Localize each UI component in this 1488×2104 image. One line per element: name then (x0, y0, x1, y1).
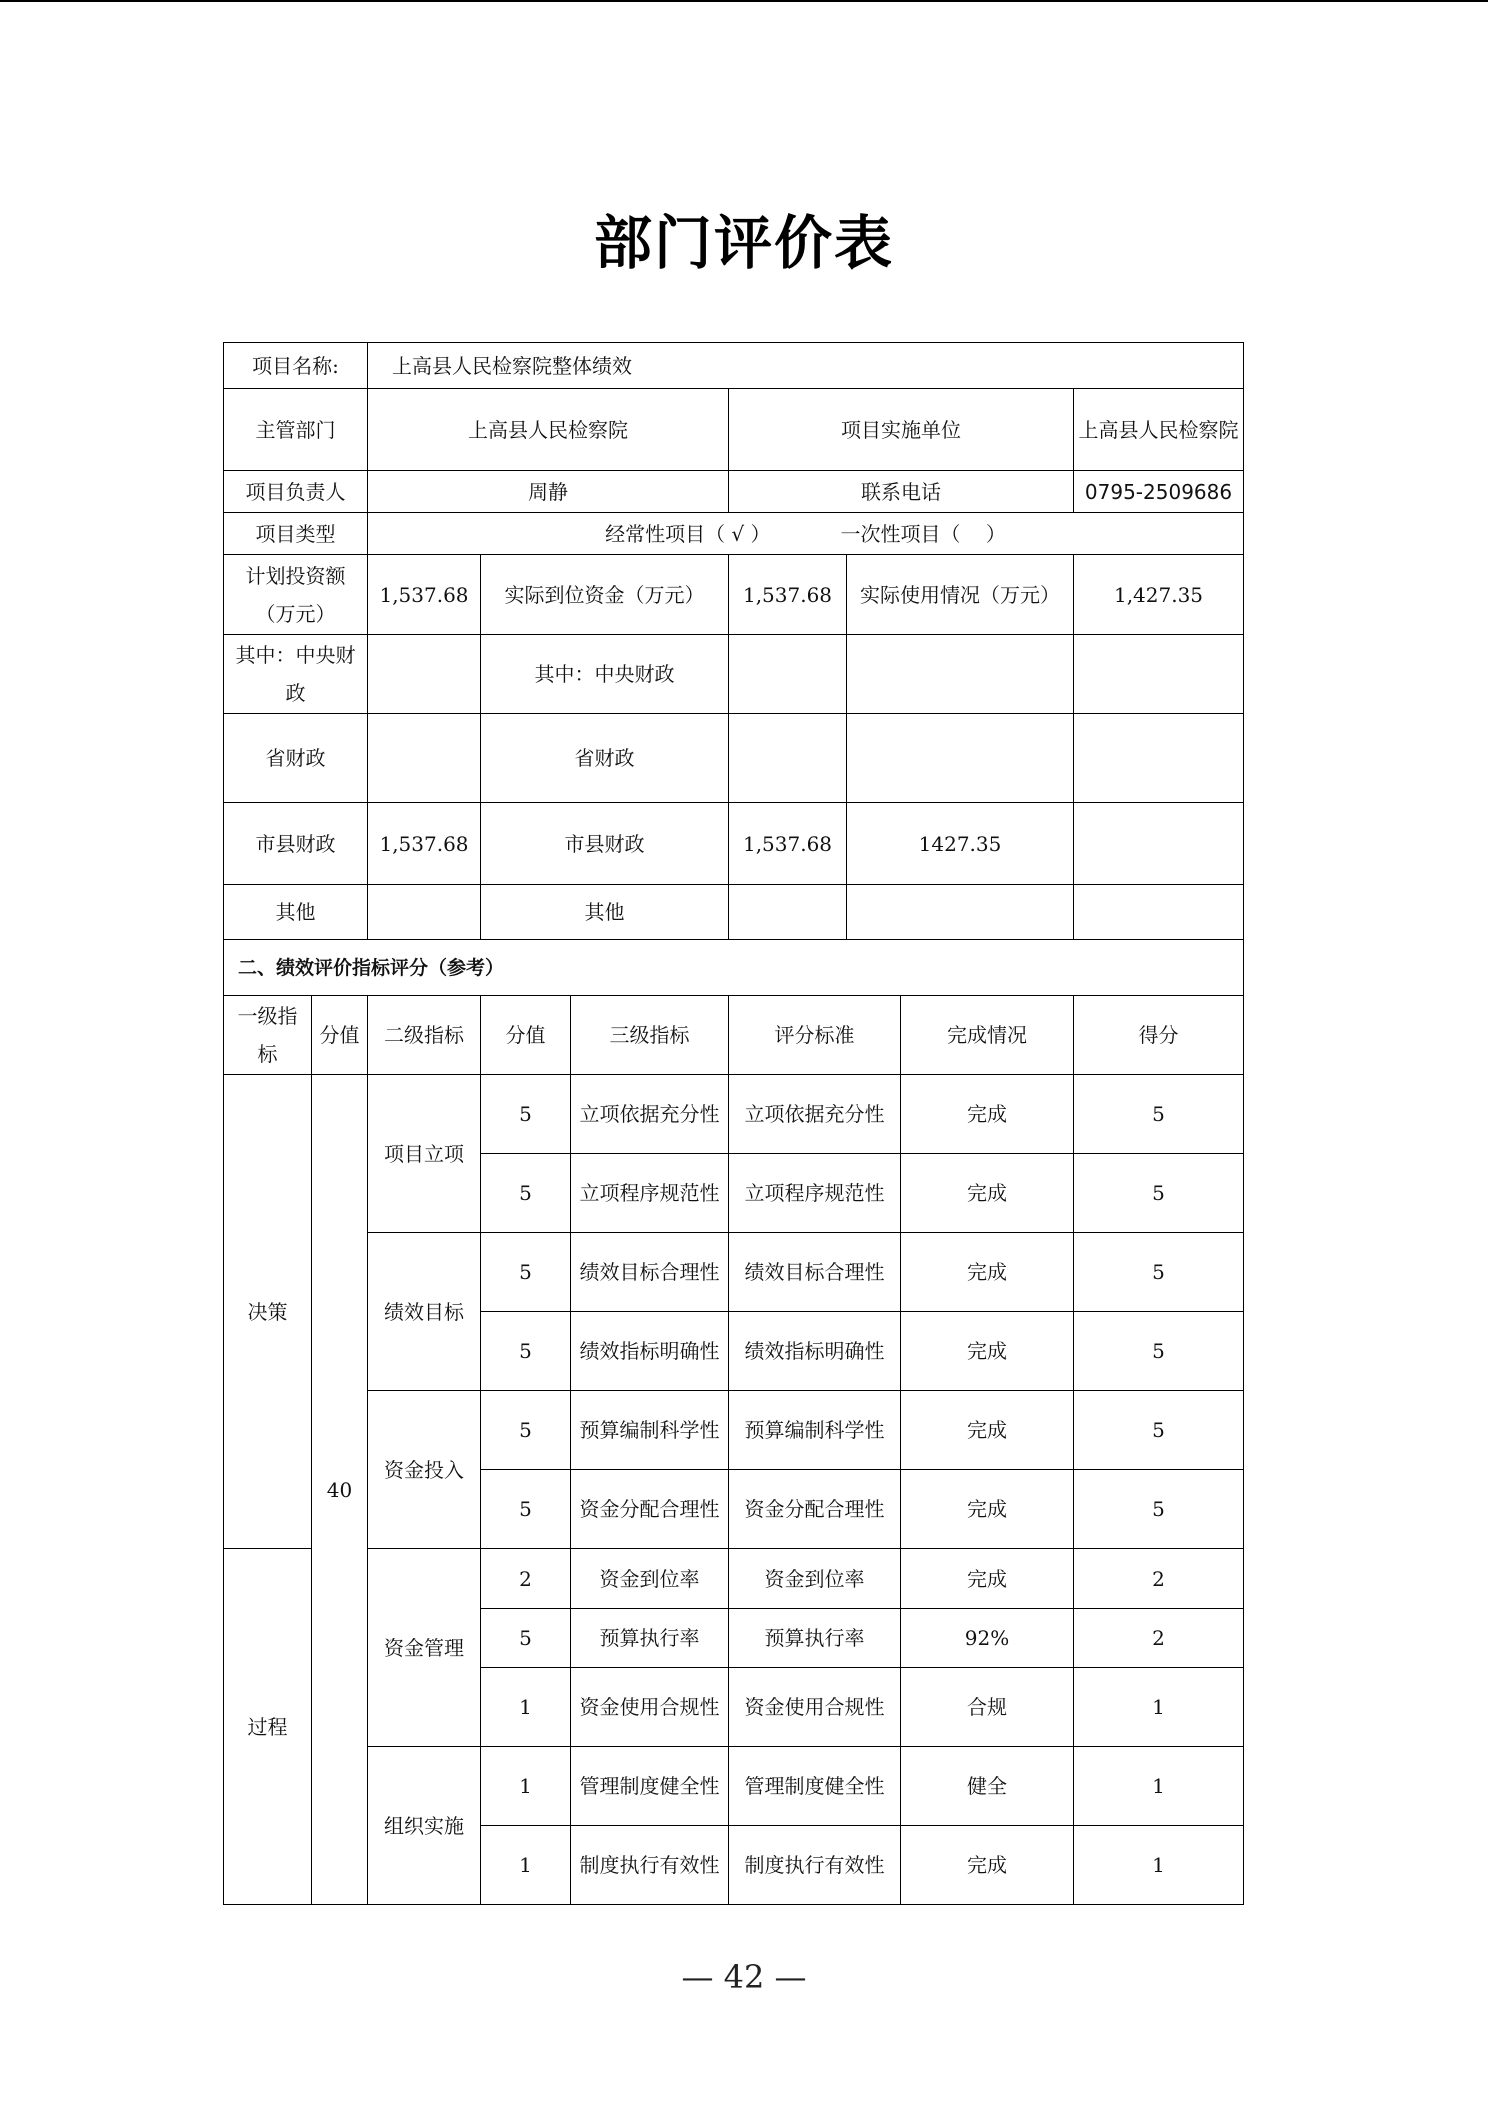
row-status: 完成 (901, 1154, 1074, 1233)
phone-label: 联系电话 (729, 471, 1074, 513)
row-status: 完成 (901, 1312, 1074, 1391)
fund-row-planned (368, 885, 481, 940)
level2-cell: 组织实施 (368, 1747, 481, 1905)
fund-row-label: 省财政 (224, 714, 368, 803)
row-score: 5 (481, 1233, 571, 1312)
fund-row-extra (1074, 635, 1244, 714)
row-l3: 绩效目标合理性 (571, 1233, 729, 1312)
received-label: 实际到位资金（万元） (481, 555, 729, 635)
leader-value: 周静 (368, 471, 729, 513)
used-value: 1,427.35 (1074, 555, 1244, 635)
row-result: 1 (1074, 1747, 1244, 1826)
level2-cell: 资金管理 (368, 1549, 481, 1747)
planned-value: 1,537.68 (368, 555, 481, 635)
fund-row-extra (1074, 885, 1244, 940)
col-header: 得分 (1074, 996, 1244, 1075)
fund-row-extra (1074, 714, 1244, 803)
fund-row-used (847, 885, 1074, 940)
row-result: 2 (1074, 1549, 1244, 1609)
row-standard: 资金到位率 (729, 1549, 901, 1609)
project-name-label: 项目名称: (224, 343, 368, 389)
row-result: 5 (1074, 1233, 1244, 1312)
row-status: 完成 (901, 1391, 1074, 1470)
level2-cell: 资金投入 (368, 1391, 481, 1549)
row-standard: 资金分配合理性 (729, 1470, 901, 1549)
row-l3: 绩效指标明确性 (571, 1312, 729, 1391)
row-l3: 预算编制科学性 (571, 1391, 729, 1470)
level1-cell: 决策 (224, 1075, 312, 1549)
row-standard: 立项依据充分性 (729, 1075, 901, 1154)
row-score: 1 (481, 1747, 571, 1826)
fund-row-received (729, 885, 847, 940)
col-header: 完成情况 (901, 996, 1074, 1075)
row-l3: 资金分配合理性 (571, 1470, 729, 1549)
phone-value: 0795-2509686 (1074, 471, 1244, 513)
fund-row-label2: 市县财政 (481, 803, 729, 885)
row-status: 完成 (901, 1549, 1074, 1609)
fund-row-label2: 其他 (481, 885, 729, 940)
row-result: 1 (1074, 1668, 1244, 1747)
page-title: 部门评价表 (593, 209, 894, 277)
col-header: 分值 (312, 996, 368, 1075)
row-standard: 绩效指标明确性 (729, 1312, 901, 1391)
fund-row-planned (368, 635, 481, 714)
section-2-title: 二、绩效评价指标评分（参考） (224, 940, 1244, 996)
fund-row-used (847, 635, 1074, 714)
row-status: 合规 (901, 1668, 1074, 1747)
row-result: 5 (1074, 1470, 1244, 1549)
row-status: 完成 (901, 1233, 1074, 1312)
page-number: — 42 — (681, 1958, 807, 1996)
impl-unit-value: 上高县人民检察院 (1074, 389, 1244, 471)
leader-label: 项目负责人 (224, 471, 368, 513)
col-header: 分值 (481, 996, 571, 1075)
row-status: 健全 (901, 1747, 1074, 1826)
row-status: 完成 (901, 1826, 1074, 1905)
fund-row-used (847, 714, 1074, 803)
evaluation-table (223, 342, 1244, 1905)
project-name-value: 上高县人民检察院整体绩效 (368, 343, 1244, 389)
dept-label: 主管部门 (224, 389, 368, 471)
row-score: 5 (481, 1154, 571, 1233)
row-score: 1 (481, 1826, 571, 1905)
fund-row-received (729, 714, 847, 803)
fund-row-label2: 其中：中央财政 (481, 635, 729, 714)
fund-row-label: 其中：中央财政 (224, 635, 368, 714)
impl-unit-label: 项目实施单位 (729, 389, 1074, 471)
row-standard: 立项程序规范性 (729, 1154, 901, 1233)
fund-row-planned (368, 714, 481, 803)
fund-row-label: 市县财政 (224, 803, 368, 885)
row-score: 2 (481, 1549, 571, 1609)
dept-value: 上高县人民检察院 (368, 389, 729, 471)
level2-cell: 绩效目标 (368, 1233, 481, 1391)
row-status: 完成 (901, 1075, 1074, 1154)
row-result: 5 (1074, 1075, 1244, 1154)
fund-row-planned: 1,537.68 (368, 803, 481, 885)
row-standard: 预算编制科学性 (729, 1391, 901, 1470)
fund-row-label2: 省财政 (481, 714, 729, 803)
row-standard: 制度执行有效性 (729, 1826, 901, 1905)
level1-cell: 过程 (224, 1549, 312, 1905)
col-header: 二级指标 (368, 996, 481, 1075)
row-standard: 管理制度健全性 (729, 1747, 901, 1826)
level2-cell: 项目立项 (368, 1075, 481, 1233)
fund-row-extra (1074, 803, 1244, 885)
col-header: 一级指标 (224, 996, 312, 1075)
row-l3: 制度执行有效性 (571, 1826, 729, 1905)
row-l3: 立项依据充分性 (571, 1075, 729, 1154)
row-score: 5 (481, 1312, 571, 1391)
fund-row-used: 1427.35 (847, 803, 1074, 885)
col-header: 三级指标 (571, 996, 729, 1075)
row-l3: 资金到位率 (571, 1549, 729, 1609)
fund-row-received (729, 635, 847, 714)
fund-row-received: 1,537.68 (729, 803, 847, 885)
type-value: 经常性项目（ √ ） 一次性项目（ ） (368, 513, 1244, 555)
row-l3: 立项程序规范性 (571, 1154, 729, 1233)
row-score: 1 (481, 1668, 571, 1747)
row-standard: 预算执行率 (729, 1609, 901, 1668)
row-result: 5 (1074, 1312, 1244, 1391)
row-l3: 资金使用合规性 (571, 1668, 729, 1747)
planned-label: 计划投资额（万元） (224, 555, 368, 635)
row-score: 5 (481, 1470, 571, 1549)
row-result: 1 (1074, 1826, 1244, 1905)
row-status: 92% (901, 1609, 1074, 1668)
row-status: 完成 (901, 1470, 1074, 1549)
row-l3: 管理制度健全性 (571, 1747, 729, 1826)
row-result: 5 (1074, 1391, 1244, 1470)
fund-row-label: 其他 (224, 885, 368, 940)
row-score: 5 (481, 1391, 571, 1470)
row-result: 2 (1074, 1609, 1244, 1668)
col-header: 评分标准 (729, 996, 901, 1075)
level1-score: 40 (312, 1075, 368, 1905)
row-standard: 绩效目标合理性 (729, 1233, 901, 1312)
row-score: 5 (481, 1609, 571, 1668)
type-label: 项目类型 (224, 513, 368, 555)
row-score: 5 (481, 1075, 571, 1154)
row-standard: 资金使用合规性 (729, 1668, 901, 1747)
row-result: 5 (1074, 1154, 1244, 1233)
top-border-line (0, 0, 1488, 2)
used-label: 实际使用情况（万元） (847, 555, 1074, 635)
row-l3: 预算执行率 (571, 1609, 729, 1668)
received-value: 1,537.68 (729, 555, 847, 635)
